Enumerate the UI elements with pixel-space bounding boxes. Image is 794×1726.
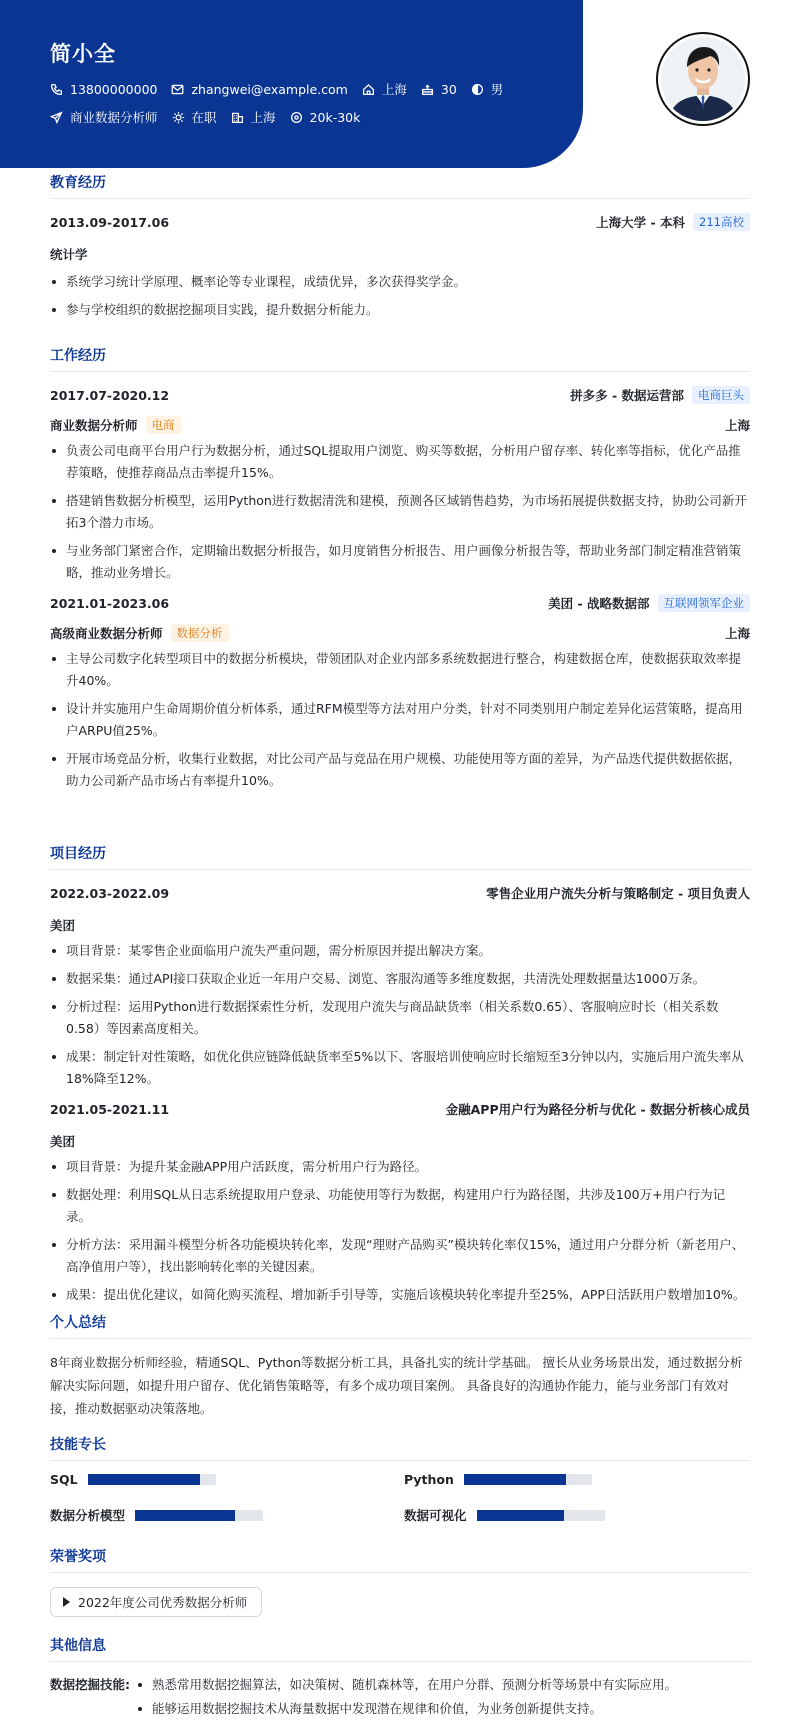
- work-bullets: [50, 440, 750, 584]
- project-name: 金融APP用户行为路径分析与优化 - 数据分析核心成员: [445, 1102, 750, 1117]
- email-item: [171, 82, 347, 97]
- target-position-text: 商业数据分析师: [70, 110, 158, 125]
- avatar: [656, 32, 750, 126]
- position: [50, 416, 181, 434]
- target-position-item: [50, 108, 158, 126]
- position-text: 高级商业数据分析师: [50, 626, 163, 641]
- project-date: 2022.03-2022.09: [50, 885, 170, 901]
- work-entry: [50, 594, 750, 792]
- position-tag: 电商: [146, 416, 181, 434]
- salary-text: 20k-30k: [309, 109, 361, 125]
- list-item: 参与学校组织的数据挖掘项目实践，提升数据分析能力。: [50, 299, 750, 321]
- position-text: 商业数据分析师: [50, 418, 138, 433]
- hometown-text: 上海: [381, 82, 407, 97]
- project-name: 零售企业用户流失分析与策略制定 - 项目负责人: [486, 886, 750, 901]
- list-item: 分析过程：运用Python进行数据探索性分析，发现用户流失与商品缺货率（相关系数0.65）、客服响应时长（相关系数0.58）等因素高度相关。: [50, 996, 750, 1040]
- money-icon: [290, 111, 303, 124]
- work-date: 2017.07-2020.12: [50, 387, 170, 403]
- summary-text: 8年商业数据分析师经验，精通SQL、Python等数据分析工具，具备扎实的统计学基础。 擅长从业务场景出发，通过数据分析解决实际问题，如提升用户留存、优化销售策略等，有多个成功项目案例。 具备良好的沟通协作能力，能与业务部门有效对接，推动数据驱动决策落地。: [50, 1355, 743, 1416]
- skill-fill: [135, 1510, 235, 1521]
- education-title: 教育经历: [50, 172, 750, 199]
- skill-item: [50, 1506, 263, 1524]
- company-text: 美团 - 战略数据部: [548, 596, 650, 611]
- salary-item: [290, 110, 361, 125]
- resume-header: [0, 0, 583, 168]
- contact-row: [50, 80, 517, 98]
- skill-bar: [88, 1474, 216, 1485]
- gender-text: 男: [490, 82, 504, 97]
- list-item: 搭建销售数据分析模型，运用Python进行数据清洗和建模，预测各区域销售趋势，为市场拓展提供数据支持，协助公司新开拓3个潜力市场。: [50, 490, 750, 534]
- portrait-image: [661, 37, 745, 121]
- skill-item: [404, 1472, 592, 1487]
- project-section: [50, 843, 750, 1312]
- skill-name: 数据可视化: [404, 1508, 467, 1523]
- skill-fill: [464, 1474, 566, 1485]
- position: [50, 624, 229, 642]
- company-name: [570, 386, 750, 404]
- work-section: [50, 345, 750, 798]
- play-icon: [63, 1597, 70, 1607]
- work-city: 上海: [724, 626, 750, 641]
- phone-text: 13800000000: [70, 81, 158, 97]
- skill-fill: [88, 1474, 201, 1485]
- target-city-text: 上海: [250, 110, 276, 125]
- list-item: 与业务部门紧密合作，定期输出数据分析报告，如月度销售分析报告、用户画像分析报告等，帮助业务部门制定精准营销策略，推动业务增长。: [50, 540, 750, 584]
- education-section: [50, 172, 750, 327]
- list-item: 系统学习统计学原理、概率论等专业课程，成绩优异，多次获得奖学金。: [50, 271, 750, 293]
- project-org: 美团: [50, 918, 76, 933]
- other-label: 数据挖掘技能:: [50, 1677, 130, 1692]
- list-item: 项目背景：某零售企业面临用户流失严重问题，需分析原因并提出解决方案。: [50, 940, 750, 962]
- status-icon: [172, 111, 185, 124]
- skill-name: Python: [404, 1472, 454, 1487]
- award-text: 2022年度公司优秀数据分析师: [78, 1595, 248, 1610]
- position-tag: 数据分析: [171, 624, 229, 642]
- project-entry: [50, 1100, 750, 1306]
- hometown-item: [362, 80, 407, 98]
- skill-item: [50, 1472, 216, 1487]
- school-tag: 211高校: [693, 213, 750, 231]
- skill-bar: [477, 1510, 605, 1521]
- job-intent-row: [50, 108, 374, 126]
- work-bullets: [50, 648, 750, 792]
- list-item: 设计并实施用户生命周期价值分析体系，通过RFM模型等方法对用户分类，针对不同类别用户制定差异化运营策略，提高用户ARPU值25%。: [50, 698, 750, 742]
- work-city: 上海: [724, 418, 750, 433]
- target-city-item: [231, 108, 276, 126]
- skill-name: SQL: [50, 1472, 78, 1487]
- skills-title: 技能专长: [50, 1434, 750, 1461]
- work-title: 工作经历: [50, 345, 750, 372]
- work-date: 2021.01-2023.06: [50, 595, 170, 611]
- building-icon: [231, 111, 244, 124]
- send-icon: [50, 111, 63, 124]
- skill-name: 数据分析模型: [50, 1508, 126, 1523]
- status-item: [172, 108, 217, 126]
- company-tag: 互联网领军企业: [658, 594, 751, 612]
- summary-title: 个人总结: [50, 1312, 750, 1339]
- project-bullets: [50, 1156, 750, 1306]
- honors-title: 荣誉奖项: [50, 1546, 750, 1573]
- list-item: 能够运用数据挖掘技术从海量数据中发现潜在规律和价值，为业务创新提供支持。: [136, 1698, 677, 1720]
- company-text: 拼多多 - 数据运营部: [570, 388, 684, 403]
- company-name: [548, 594, 750, 612]
- skill-bar: [464, 1474, 592, 1485]
- avatar-photo: [661, 37, 745, 121]
- list-item: 分析方法：采用漏斗模型分析各功能模块转化率，发现“理财产品购买”模块转化率仅15%，通过用户分群分析（新老用户、高净值用户等），找出影响转化率的关键因素。: [50, 1234, 750, 1278]
- candidate-name: 简小全: [50, 42, 116, 66]
- phone-item: [50, 82, 157, 97]
- list-item: 开展市场竞品分析，收集行业数据，对比公司产品与竞品在用户规模、功能使用等方面的差异，为产品迭代提供数据依据，助力公司新产品市场占有率提升10%。: [50, 748, 750, 792]
- honors-section: [50, 1546, 750, 1617]
- age-item: [421, 82, 457, 97]
- work-entry: [50, 386, 750, 584]
- skill-fill: [477, 1510, 564, 1521]
- other-bullets: [136, 1674, 677, 1720]
- school-text: 上海大学 - 本科: [596, 215, 686, 230]
- project-date: 2021.05-2021.11: [50, 1101, 170, 1117]
- education-bullets: [50, 271, 750, 321]
- phone-icon: [50, 83, 63, 96]
- education-date: 2013.09-2017.06: [50, 214, 170, 230]
- other-title: 其他信息: [50, 1635, 750, 1662]
- list-item: 项目背景：为提升某金融APP用户活跃度，需分析用户行为路径。: [50, 1156, 750, 1178]
- summary-section: [50, 1312, 750, 1420]
- school-name: [596, 213, 750, 231]
- list-item: 主导公司数字化转型项目中的数据分析模块，带领团队对企业内部多系统数据进行整合，构建数据仓库，使数据获取效率提升40%。: [50, 648, 750, 692]
- list-item: 数据处理：利用SQL从日志系统提取用户登录、功能使用等行为数据，构建用户行为路径图，共涉及100万+用户行为记录。: [50, 1184, 750, 1228]
- award-item[interactable]: [50, 1587, 262, 1617]
- cake-icon: [421, 83, 434, 96]
- project-org: 美团: [50, 1134, 76, 1149]
- project-title: 项目经历: [50, 843, 750, 870]
- education-entry: [50, 213, 750, 321]
- other-section: [50, 1635, 750, 1720]
- gender-icon: [471, 83, 484, 96]
- email-text: zhangwei@example.com: [191, 81, 348, 97]
- project-entry: [50, 884, 750, 1090]
- other-entry: [50, 1674, 750, 1720]
- mail-icon: [171, 83, 184, 96]
- skills-section: [50, 1434, 750, 1461]
- list-item: 数据采集：通过API接口获取企业近一年用户交易、浏览、客服沟通等多维度数据，共清洗处理数据量达1000万条。: [50, 968, 750, 990]
- company-tag: 电商巨头: [692, 386, 750, 404]
- age-text: 30: [440, 81, 457, 97]
- list-item: 成果：提出优化建议，如简化购买流程、增加新手引导等，实施后该模块转化率提升至25%，APP日活跃用户数增加10%。: [50, 1284, 750, 1306]
- list-item: 成果：制定针对性策略，如优化供应链降低缺货率至5%以下、客服培训使响应时长缩短至3分钟以内，实施后用户流失率从18%降至12%。: [50, 1046, 750, 1090]
- skill-item: [404, 1506, 605, 1524]
- major: 统计学: [50, 247, 88, 262]
- skill-bar: [135, 1510, 263, 1521]
- home-icon: [362, 83, 375, 96]
- project-bullets: [50, 940, 750, 1090]
- gender-item: [471, 80, 504, 98]
- list-item: 负责公司电商平台用户行为数据分析，通过SQL提取用户浏览、购买等数据，分析用户留存率、转化率等指标，优化产品推荐策略，使推荐商品点击率提升15%。: [50, 440, 750, 484]
- status-text: 在职: [191, 110, 217, 125]
- list-item: 熟悉常用数据挖掘算法，如决策树、随机森林等，在用户分群、预测分析等场景中有实际应用。: [136, 1674, 677, 1696]
